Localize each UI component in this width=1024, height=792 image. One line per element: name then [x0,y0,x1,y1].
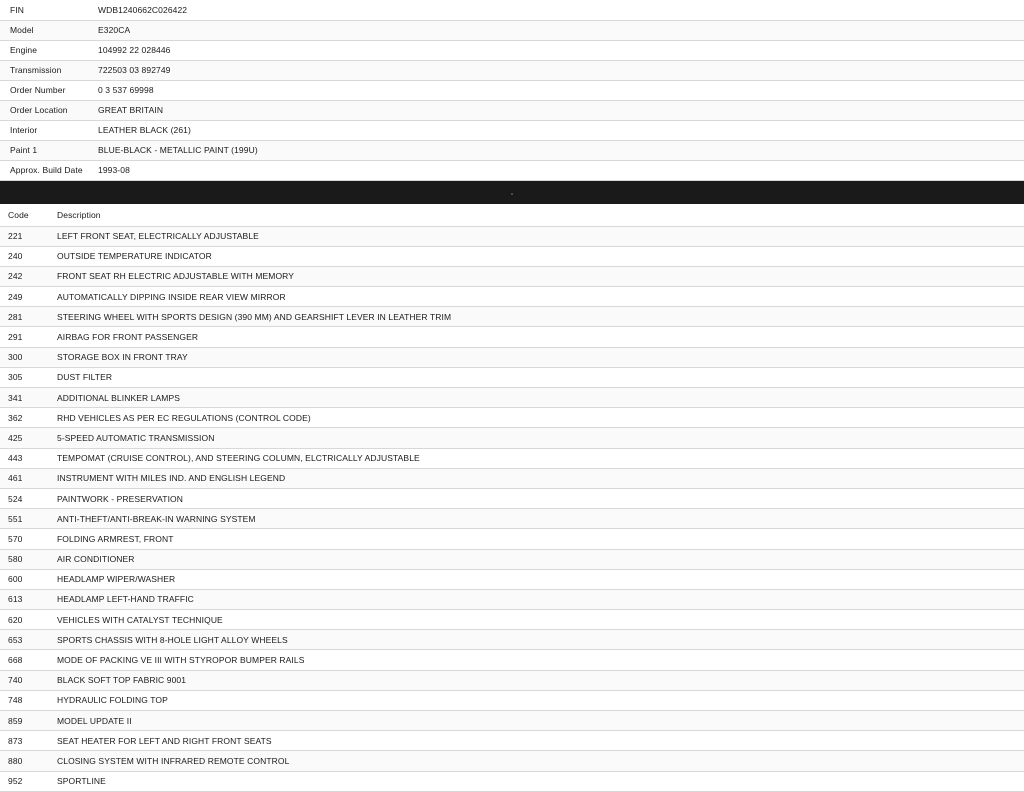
table-row [0,388,1024,408]
table-row [0,347,1024,367]
option-description-cell: DUST FILTER [49,367,1024,387]
table-row [0,448,1024,468]
option-description-cell: FOLDING ARMREST, FRONT [49,529,1024,549]
table-row [0,287,1024,307]
option-description-cell: STORAGE BOX IN FRONT TRAY [49,347,1024,367]
option-codes-body [0,226,1024,791]
option-code-cell: 600 [0,569,49,589]
option-code-cell: 362 [0,408,49,428]
vehicle-info-row [0,160,1024,180]
vehicle-info-value: 0 3 537 69998 [98,80,1024,100]
option-code-cell: 443 [0,448,49,468]
vehicle-info-value: LEATHER BLACK (261) [98,120,1024,140]
option-code-cell: 873 [0,731,49,751]
vehicle-info-body [0,0,1024,180]
option-code-cell: 461 [0,468,49,488]
vehicle-info-row [0,40,1024,60]
option-code-cell: 613 [0,589,49,609]
option-code-cell: 249 [0,287,49,307]
vehicle-info-value: E320CA [98,20,1024,40]
vehicle-info-row [0,60,1024,80]
option-code-cell: 570 [0,529,49,549]
table-row [0,711,1024,731]
option-code-cell: 668 [0,650,49,670]
table-row [0,428,1024,448]
option-description-cell: CLOSING SYSTEM WITH INFRARED REMOTE CONTROL [49,751,1024,771]
table-row [0,488,1024,508]
vehicle-info-label: FIN [0,0,98,20]
option-code-cell: 221 [0,226,49,246]
vehicle-info-row [0,0,1024,20]
option-codes-header [0,204,1024,227]
option-description-cell: ANTI-THEFT/ANTI-BREAK-IN WARNING SYSTEM [49,509,1024,529]
divider-marker: . [510,186,514,197]
table-row [0,408,1024,428]
table-row [0,569,1024,589]
vehicle-info-label: Model [0,20,98,40]
vehicle-info-value: 722503 03 892749 [98,60,1024,80]
option-code-cell: 952 [0,771,49,791]
option-code-cell: 551 [0,509,49,529]
table-row [0,751,1024,771]
table-row [0,771,1024,791]
option-code-cell: 620 [0,610,49,630]
option-description-cell: SEAT HEATER FOR LEFT AND RIGHT FRONT SEATS [49,731,1024,751]
option-description-cell: AUTOMATICALLY DIPPING INSIDE REAR VIEW MIRROR [49,287,1024,307]
option-code-cell: 653 [0,630,49,650]
option-description-cell: ADDITIONAL BLINKER LAMPS [49,388,1024,408]
table-row [0,589,1024,609]
option-description-cell: HYDRAULIC FOLDING TOP [49,690,1024,710]
vehicle-info-value: 1993-08 [98,160,1024,180]
vehicle-info-label: Order Location [0,100,98,120]
vehicle-info-table [0,0,1024,181]
option-description-cell: RHD VEHICLES AS PER EC REGULATIONS (CONTROL CODE) [49,408,1024,428]
option-code-cell: 341 [0,388,49,408]
option-code-cell: 859 [0,711,49,731]
option-code-cell: 291 [0,327,49,347]
vehicle-info-label: Engine [0,40,98,60]
vehicle-info-row [0,120,1024,140]
option-description-cell: AIRBAG FOR FRONT PASSENGER [49,327,1024,347]
option-code-cell: 281 [0,307,49,327]
table-row [0,367,1024,387]
table-row [0,266,1024,286]
column-header-code: Code [0,204,49,227]
table-row [0,610,1024,630]
vehicle-info-label: Approx. Build Date [0,160,98,180]
option-description-cell: MODEL UPDATE II [49,711,1024,731]
option-description-cell: FRONT SEAT RH ELECTRIC ADJUSTABLE WITH MEMORY [49,266,1024,286]
vehicle-info-label: Interior [0,120,98,140]
table-row [0,509,1024,529]
option-description-cell: INSTRUMENT WITH MILES IND. AND ENGLISH LEGEND [49,468,1024,488]
table-row [0,690,1024,710]
vehicle-info-row [0,100,1024,120]
option-description-cell: MODE OF PACKING VE III WITH STYROPOR BUMPER RAILS [49,650,1024,670]
vehicle-info-value: WDB1240662C026422 [98,0,1024,20]
table-header-row [0,204,1024,227]
vehicle-info-row [0,80,1024,100]
vehicle-info-label: Order Number [0,80,98,100]
table-row [0,327,1024,347]
table-row [0,307,1024,327]
table-row [0,670,1024,690]
section-divider-bar [0,181,1024,204]
option-description-cell: OUTSIDE TEMPERATURE INDICATOR [49,246,1024,266]
option-code-cell: 242 [0,266,49,286]
option-code-cell: 305 [0,367,49,387]
vehicle-info-label: Paint 1 [0,140,98,160]
option-description-cell: LEFT FRONT SEAT, ELECTRICALLY ADJUSTABLE [49,226,1024,246]
table-row [0,731,1024,751]
vehicle-info-value: BLUE-BLACK - METALLIC PAINT (199U) [98,140,1024,160]
option-description-cell: STEERING WHEEL WITH SPORTS DESIGN (390 MM) AND GEARSHIFT LEVER IN LEATHER TRIM [49,307,1024,327]
option-code-cell: 880 [0,751,49,771]
table-row [0,529,1024,549]
vehicle-info-value: 104992 22 028446 [98,40,1024,60]
option-code-cell: 524 [0,488,49,508]
option-description-cell: TEMPOMAT (CRUISE CONTROL), AND STEERING COLUMN, ELCTRICALLY ADJUSTABLE [49,448,1024,468]
option-code-cell: 748 [0,690,49,710]
option-code-cell: 300 [0,347,49,367]
option-code-cell: 240 [0,246,49,266]
table-row [0,226,1024,246]
option-code-cell: 740 [0,670,49,690]
vehicle-info-value: GREAT BRITAIN [98,100,1024,120]
option-code-cell: 425 [0,428,49,448]
option-codes-table [0,204,1024,792]
option-code-cell: 580 [0,549,49,569]
option-description-cell: HEADLAMP WIPER/WASHER [49,569,1024,589]
option-description-cell: HEADLAMP LEFT-HAND TRAFFIC [49,589,1024,609]
option-description-cell: SPORTS CHASSIS WITH 8-HOLE LIGHT ALLOY WHEELS [49,630,1024,650]
option-description-cell: SPORTLINE [49,771,1024,791]
table-row [0,549,1024,569]
option-description-cell: VEHICLES WITH CATALYST TECHNIQUE [49,610,1024,630]
vehicle-info-row [0,20,1024,40]
table-row [0,650,1024,670]
option-description-cell: PAINTWORK - PRESERVATION [49,488,1024,508]
vehicle-info-row [0,140,1024,160]
vehicle-info-label: Transmission [0,60,98,80]
option-description-cell: BLACK SOFT TOP FABRIC 9001 [49,670,1024,690]
table-row [0,630,1024,650]
column-header-description: Description [49,204,1024,227]
table-row [0,468,1024,488]
option-description-cell: 5-SPEED AUTOMATIC TRANSMISSION [49,428,1024,448]
option-description-cell: AIR CONDITIONER [49,549,1024,569]
table-row [0,246,1024,266]
